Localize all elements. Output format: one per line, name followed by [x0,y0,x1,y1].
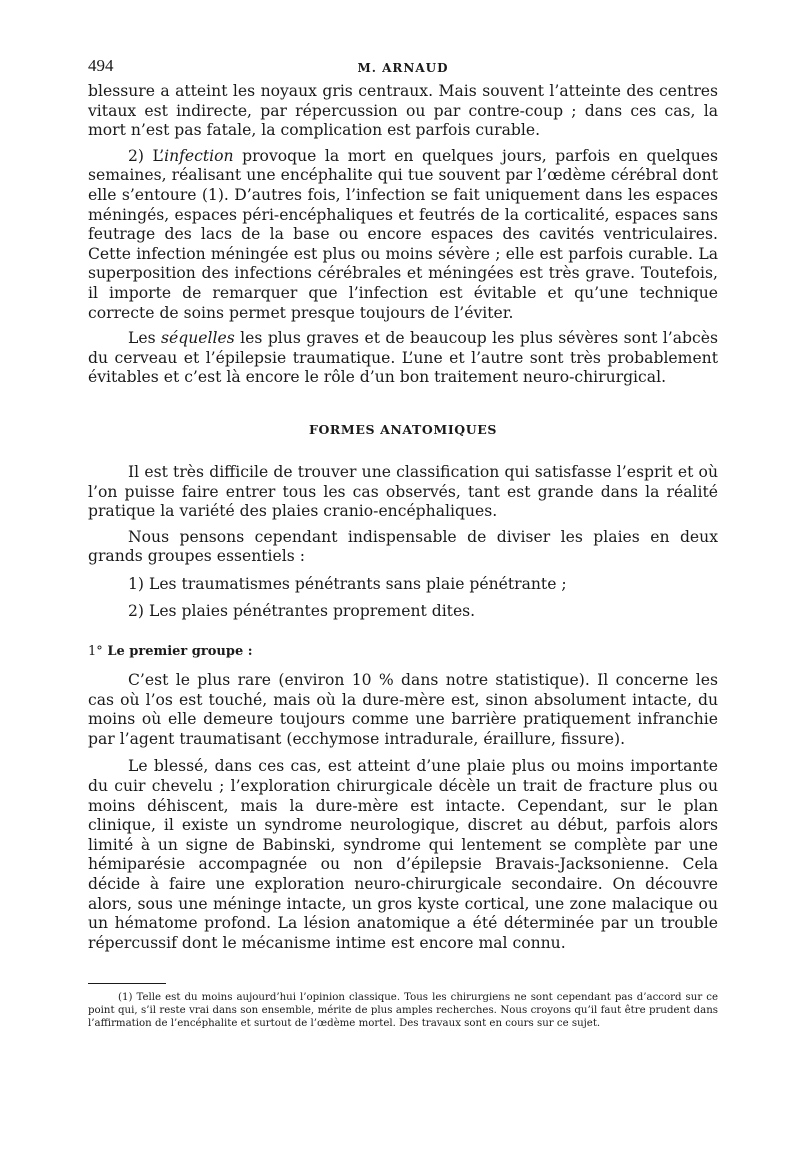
subsection-paragraph-1: C’est le plus rare (environ 10 % dans notre statistique). Il concerne les cas où l’os est touché, mais où la dure-mère est, sinon absolument intacte, du moins où elle demeure toujours comme une barrière pratiquement infranchie par l’agent traumatisant (ecchymose intradurale, éraillure, fissure). [88,671,718,748]
paragraph-infection [88,147,718,323]
subsection-number: 1° [88,644,103,660]
term-infection: infection [164,146,234,165]
paragraph-infection-text: provoque la mort en quelques jours, parfois en quelques semaines, réalisant une encéphalite qui tue souvent par l’œdème cérébral dont elle s’entoure (1). D’autres fois, l’infection se fait uniquement dans les espaces méningés, espaces péri-encéphaliques et feutrés de la corticalité, espaces sans feutrage des lacs de la base ou encore espaces des cavités ventriculaires. Cette infection méningée est plus ou moins sévère ; elle est parfois curable. La superposition des infections cérébrales et méningées est très grave. Toutefois, il importe de remarquer que l’infection est évitable et qu’une technique correcte de soins permet presque toujours de l’éviter. [88,146,718,322]
footnote: (1) Telle est du moins aujourd’hui l’opinion classique. Tous les chirurgiens ne sont cependant pas d’accord sur ce point qui, s’il reste vrai dans son ensemble, mérite de plus amples recherches. Nous croyons qu’il faut être prudent dans l’affirmation de l’encéphalite et surtout de l’œdème mortel. Des travaux sont en cours sur ce sujet. [88,992,718,1029]
section-paragraph-2: Nous pensons cependant indispensable de diviser les plaies en deux grands groupes essentiels : [88,527,718,566]
page-header [88,52,718,82]
subsection-paragraph-2: Le blessé, dans ces cas, est atteint d’une plaie plus ou moins importante du cuir chevelu ; l’exploration chirurgicale décèle un trait de fracture plus ou moins déhiscent, mais la dure-mère est intacte. Cependant, sur le plan clinique, il existe un syndrome neurologique, discret au début, parfois alors limité à un signe de Babinski, syndrome qui lentement se complète par une hémiparésie accompagnée ou non d’épilepsie Bravais-Jacksonienne. Cela décide à faire une exploration neuro-chirurgicale secondaire. On découvre alors, sous une méninge intacte, un gros kyste cortical, une zone malacique ou un hématome profond. La lésion anatomique a été déterminée par un trouble répercussif dont le mécanisme intime est encore mal connu. [88,757,718,952]
paragraph-sequelles-lead: Les [128,329,162,348]
subsection-title: Le premier groupe : [107,644,253,660]
paragraph-continuation: blessure a atteint les noyaux gris centraux. Mais souvent l’atteinte des centres vitaux est indirecte, par répercussion ou par contre-coup ; dans ces cas, la mort n’est pas fatale, la complication est parfois curable. [88,82,718,140]
list-item: 1) Les traumatismes pénétrants sans plaie pénétrante ; [128,574,567,593]
section-heading: FORMES ANATOMIQUES [308,421,498,437]
subsection-heading [88,644,718,659]
footnote-divider [88,983,166,984]
running-head: M. ARNAUD [357,61,449,75]
paragraph-sequelles [88,329,718,388]
list-item: 2) Les plaies pénétrantes proprement dites. [128,602,476,621]
paragraph-sequelles-text: les plus graves et de beaucoup les plus sévères sont l’abcès du cerveau et l’épilepsie traumatique. L’une et l’autre sont très probablement évitables et c’est là encore le rôle d’un bon traitement neuro-chirurgical. [88,329,718,387]
document-page [88,52,718,1030]
section-paragraph-1: Il est très difficile de trouver une classification qui satisfasse l’esprit et où l’on puisse faire entrer tous les cas observés, tant est grande dans la réalité pratique la variété des plaies cranio-encéphaliques. [88,462,718,521]
term-sequelles: séquelles [161,329,235,348]
page-number: 494 [88,56,114,75]
paragraph-infection-number: 2) L’ [128,146,165,165]
